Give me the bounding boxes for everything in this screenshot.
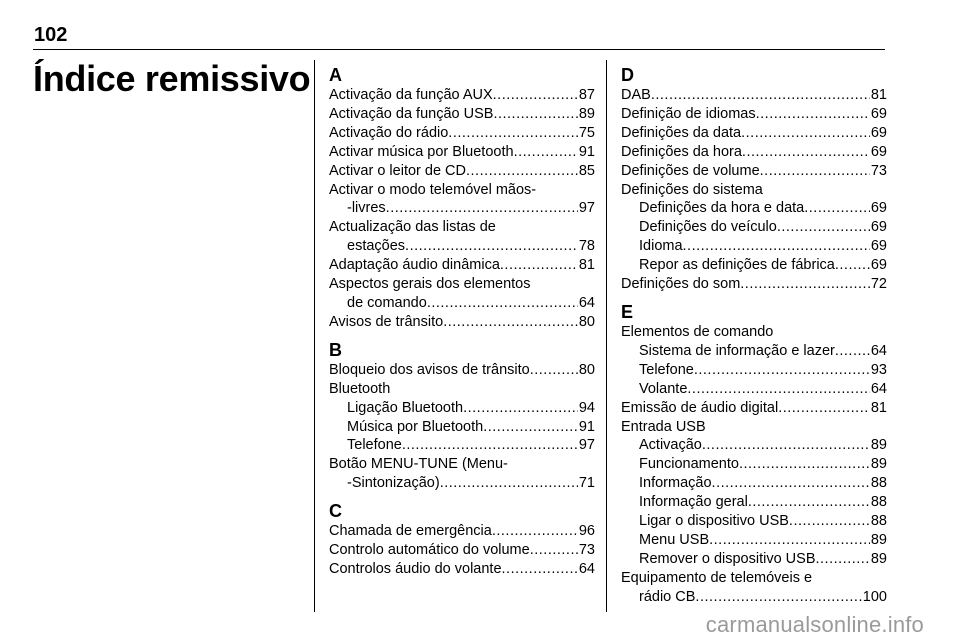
index-entry[interactable]: Bloqueio dos avisos de trânsito ..... 80 — [329, 361, 595, 380]
index-entry[interactable]: Remover o dispositivo USB ..... 89 — [621, 550, 887, 569]
section-letter: A — [329, 65, 342, 85]
index-section-a — [329, 64, 595, 332]
index-entry[interactable]: Funcionamento ..... 89 — [621, 455, 887, 474]
index-entry[interactable]: Repor as definições de fábrica ..... 69 — [621, 256, 887, 275]
page-number: 102 — [34, 24, 68, 46]
index-section-c — [329, 500, 595, 579]
index-entry[interactable]: Definições do veículo ..... 69 — [621, 218, 887, 237]
index-entry-heading: Elementos de comando — [621, 323, 774, 340]
index-entry[interactable]: Activar o leitor de CD ..... 85 — [329, 162, 595, 181]
index-entry[interactable]: Música por Bluetooth ..... 91 — [329, 418, 595, 437]
index-column-right — [621, 64, 887, 614]
index-entry[interactable]: Definições da hora e data ..... 69 — [621, 199, 887, 218]
index-entry[interactable]: Activação ..... 89 — [621, 436, 887, 455]
header-rule — [33, 49, 885, 50]
index-entry[interactable]: Chamada de emergência ..... 96 — [329, 522, 595, 541]
section-letter: E — [621, 301, 634, 322]
index-entry[interactable]: de comando ..... 64 — [329, 294, 595, 313]
index-entry[interactable]: Controlos áudio do volante ..... 64 — [329, 560, 595, 579]
index-entry[interactable]: Activação do rádio ..... 75 — [329, 124, 595, 143]
watermark: carmanualsonline.info — [705, 612, 924, 637]
section-letter: B — [329, 339, 342, 360]
column-divider — [606, 60, 607, 612]
index-entry[interactable]: Definições da hora ..... 69 — [621, 143, 887, 162]
index-entry[interactable]: DAB ..... 81 — [621, 86, 887, 105]
index-entry[interactable]: Adaptação áudio dinâmica ..... 81 — [329, 256, 595, 275]
index-entry-heading: Equipamento de telemóveis e — [621, 569, 813, 586]
index-entry-heading: Aspectos gerais dos elementos — [329, 276, 531, 293]
index-entry[interactable]: Activação da função AUX ..... 87 — [329, 86, 595, 105]
index-entry[interactable]: estações ..... 78 — [329, 237, 595, 256]
index-entry[interactable]: Emissão de áudio digital ..... 81 — [621, 399, 887, 418]
index-entry[interactable]: Definições da data ..... 69 — [621, 124, 887, 143]
index-entry-heading: Actualização das listas de — [329, 219, 496, 236]
index-entry[interactable]: Controlo automático do volume ..... 73 — [329, 541, 595, 560]
index-entry[interactable]: Ligação Bluetooth ..... 94 — [329, 399, 595, 418]
section-letter: D — [621, 65, 634, 85]
index-entry-heading: Definições do sistema — [621, 181, 763, 198]
index-entry[interactable]: Avisos de trânsito ..... 80 — [329, 313, 595, 332]
index-entry-heading: Activar o modo telemóvel mãos- — [329, 181, 537, 198]
index-entry[interactable]: Informação ..... 88 — [621, 474, 887, 493]
index-entry[interactable]: Telefone ..... 93 — [621, 361, 887, 380]
index-entry[interactable]: Activação da função USB ..... 89 — [329, 105, 595, 124]
index-entry[interactable]: Activar música por Bluetooth ..... 91 — [329, 143, 595, 162]
index-entry[interactable]: Sistema de informação e lazer ..... 64 — [621, 342, 887, 361]
index-entry[interactable]: Ligar o dispositivo USB ..... 88 — [621, 512, 887, 531]
page-title: Índice remissivo — [33, 58, 311, 99]
index-entry[interactable]: -Sintonização) ..... 71 — [329, 474, 595, 493]
index-entry[interactable]: Idioma ..... 69 — [621, 237, 887, 256]
index-section-d — [621, 64, 887, 294]
index-entry[interactable]: rádio CB ..... 100 — [621, 588, 887, 607]
index-entry-heading: Botão MENU-TUNE (Menu- — [329, 456, 508, 473]
column-divider — [314, 60, 315, 612]
index-entry[interactable]: Definições do som ..... 72 — [621, 275, 887, 294]
index-entry[interactable]: Definição de idiomas ..... 69 — [621, 105, 887, 124]
index-entry[interactable]: Informação geral ..... 88 — [621, 493, 887, 512]
index-entry[interactable]: Telefone ..... 97 — [329, 436, 595, 455]
index-entry-heading: Entrada USB — [621, 418, 706, 435]
section-letter: C — [329, 501, 342, 522]
index-section-b — [329, 339, 595, 493]
index-section-e — [621, 301, 887, 607]
index-entry-heading: Bluetooth — [329, 380, 391, 397]
index-entry[interactable]: -livres ..... 97 — [329, 199, 595, 218]
index-entry[interactable]: Definições de volume ..... 73 — [621, 162, 887, 181]
index-entry[interactable]: Menu USB ..... 89 — [621, 531, 887, 550]
index-entry[interactable]: Volante ..... 64 — [621, 380, 887, 399]
index-column-middle — [329, 64, 595, 586]
